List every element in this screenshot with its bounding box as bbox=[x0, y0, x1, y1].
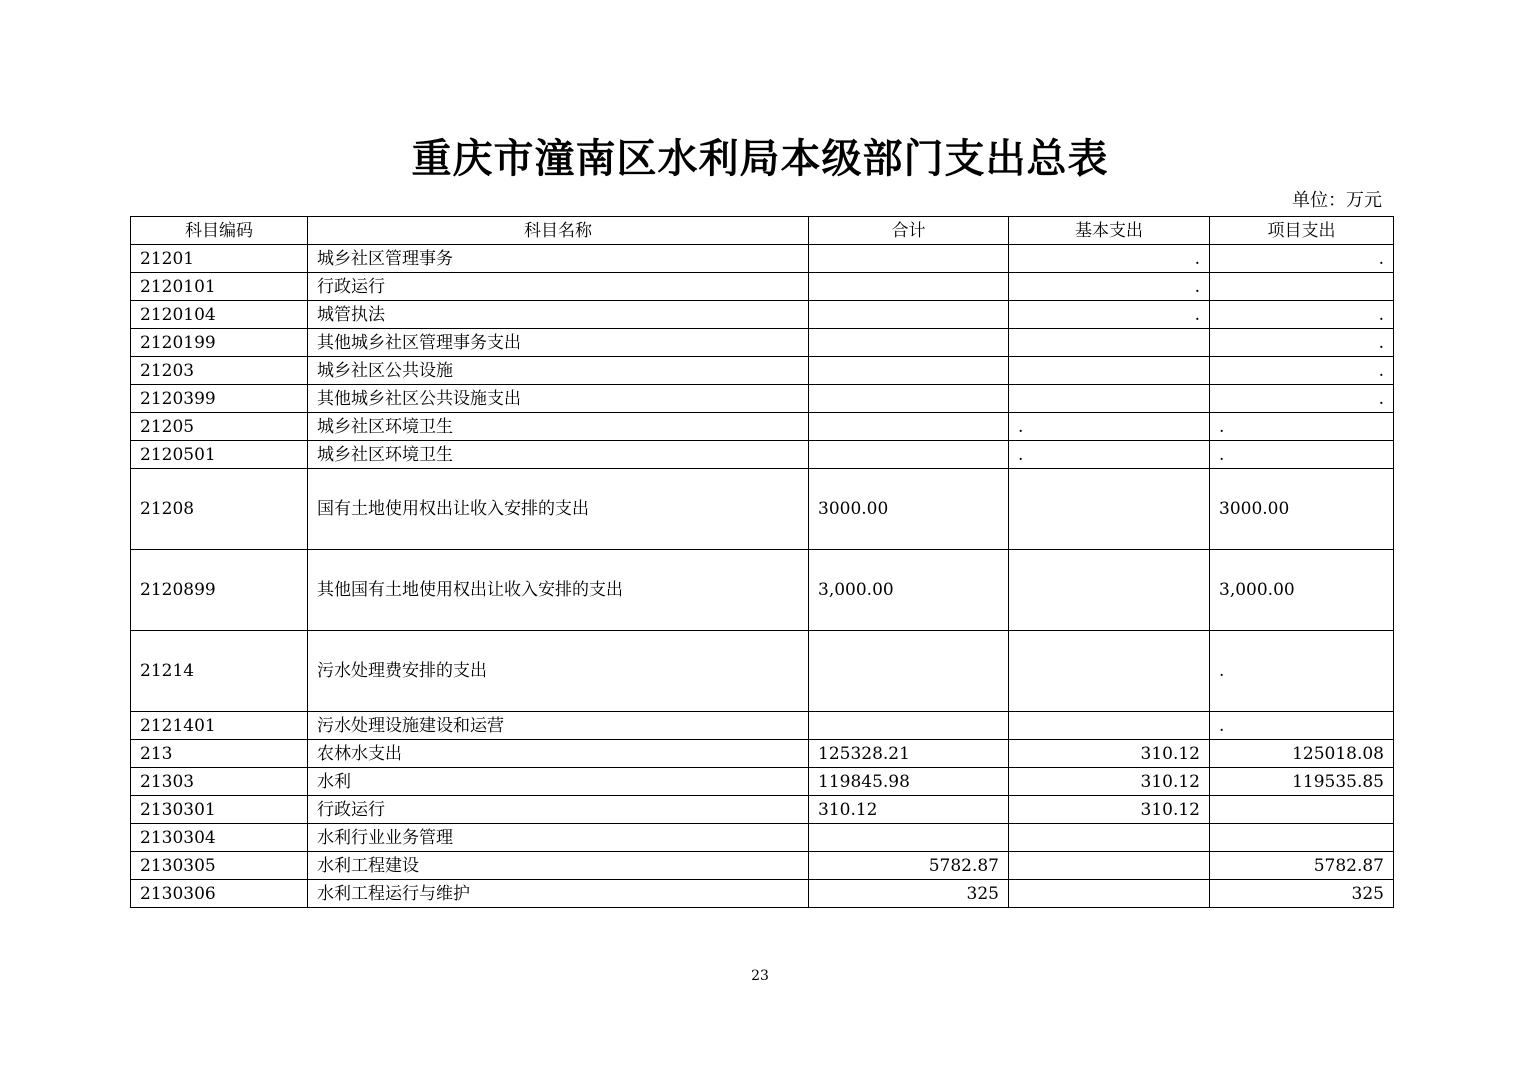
row-project: . bbox=[1210, 385, 1394, 413]
row-total bbox=[809, 357, 1009, 385]
row-name: 其他城乡社区公共设施支出 bbox=[308, 385, 809, 413]
row-code: 2130301 bbox=[131, 796, 308, 824]
row-basic bbox=[1009, 357, 1210, 385]
table-row bbox=[131, 329, 1394, 357]
row-code: 21203 bbox=[131, 357, 308, 385]
row-project: . bbox=[1210, 413, 1394, 441]
row-name: 水利工程建设 bbox=[308, 852, 809, 880]
row-code: 21303 bbox=[131, 768, 308, 796]
row-name: 水利行业业务管理 bbox=[308, 824, 809, 852]
row-total bbox=[809, 245, 1009, 273]
row-project: . bbox=[1210, 245, 1394, 273]
table-row bbox=[131, 301, 1394, 329]
page-title: 重庆市潼南区水利局本级部门支出总表 bbox=[411, 135, 1109, 182]
header-code: 科目编码 bbox=[131, 217, 308, 245]
table-row bbox=[131, 413, 1394, 441]
row-project: 5782.87 bbox=[1210, 852, 1394, 880]
row-name: 城乡社区环境卫生 bbox=[308, 413, 809, 441]
row-total bbox=[809, 441, 1009, 469]
row-project: 3,000.00 bbox=[1210, 550, 1394, 631]
row-total: 119845.98 bbox=[809, 768, 1009, 796]
row-name: 水利 bbox=[308, 768, 809, 796]
expenditure-table bbox=[130, 216, 1394, 908]
row-code: 2120399 bbox=[131, 385, 308, 413]
row-total bbox=[809, 631, 1009, 712]
row-code: 2130306 bbox=[131, 880, 308, 908]
row-basic: 310.12 bbox=[1009, 768, 1210, 796]
row-basic: 310.12 bbox=[1009, 796, 1210, 824]
row-project bbox=[1210, 273, 1394, 301]
table-row bbox=[131, 441, 1394, 469]
table-row bbox=[131, 768, 1394, 796]
table-row bbox=[131, 385, 1394, 413]
row-name: 其他城乡社区管理事务支出 bbox=[308, 329, 809, 357]
row-name: 农林水支出 bbox=[308, 740, 809, 768]
row-code: 2120899 bbox=[131, 550, 308, 631]
row-total bbox=[809, 385, 1009, 413]
row-basic bbox=[1009, 329, 1210, 357]
row-code: 21201 bbox=[131, 245, 308, 273]
table-row bbox=[131, 631, 1394, 712]
row-total: 125328.21 bbox=[809, 740, 1009, 768]
row-code: 2121401 bbox=[131, 712, 308, 740]
row-project: 125018.08 bbox=[1210, 740, 1394, 768]
row-name: 行政运行 bbox=[308, 796, 809, 824]
row-basic bbox=[1009, 469, 1210, 550]
header-name: 科目名称 bbox=[308, 217, 809, 245]
table-row bbox=[131, 852, 1394, 880]
unit-label: 单位：万元 bbox=[1292, 190, 1382, 211]
row-code: 21205 bbox=[131, 413, 308, 441]
row-project: . bbox=[1210, 329, 1394, 357]
row-name: 城乡社区环境卫生 bbox=[308, 441, 809, 469]
row-name: 国有土地使用权出让收入安排的支出 bbox=[308, 469, 809, 550]
row-code: 2120104 bbox=[131, 301, 308, 329]
row-basic bbox=[1009, 712, 1210, 740]
page-number: 23 bbox=[751, 968, 769, 984]
row-code: 213 bbox=[131, 740, 308, 768]
row-project: . bbox=[1210, 712, 1394, 740]
table-header-row bbox=[131, 217, 1394, 245]
row-name: 污水处理设施建设和运营 bbox=[308, 712, 809, 740]
row-project: . bbox=[1210, 301, 1394, 329]
row-total: 5782.87 bbox=[809, 852, 1009, 880]
row-basic: . bbox=[1009, 441, 1210, 469]
row-basic bbox=[1009, 824, 1210, 852]
row-code: 21214 bbox=[131, 631, 308, 712]
row-code: 2120199 bbox=[131, 329, 308, 357]
row-total bbox=[809, 273, 1009, 301]
row-basic: . bbox=[1009, 301, 1210, 329]
table-row bbox=[131, 245, 1394, 273]
row-total: 3,000.00 bbox=[809, 550, 1009, 631]
table-row bbox=[131, 796, 1394, 824]
row-total: 325 bbox=[809, 880, 1009, 908]
row-total: 3000.00 bbox=[809, 469, 1009, 550]
row-basic bbox=[1009, 880, 1210, 908]
table-row bbox=[131, 357, 1394, 385]
row-project: 325 bbox=[1210, 880, 1394, 908]
row-basic bbox=[1009, 631, 1210, 712]
row-name: 行政运行 bbox=[308, 273, 809, 301]
row-total bbox=[809, 413, 1009, 441]
row-code: 2120501 bbox=[131, 441, 308, 469]
row-project: . bbox=[1210, 357, 1394, 385]
table-row bbox=[131, 273, 1394, 301]
row-code: 21208 bbox=[131, 469, 308, 550]
table-row bbox=[131, 469, 1394, 550]
header-project: 项目支出 bbox=[1210, 217, 1394, 245]
row-project bbox=[1210, 796, 1394, 824]
table-row bbox=[131, 712, 1394, 740]
row-project: 3000.00 bbox=[1210, 469, 1394, 550]
row-total bbox=[809, 301, 1009, 329]
row-total bbox=[809, 329, 1009, 357]
table-row bbox=[131, 550, 1394, 631]
row-code: 2120101 bbox=[131, 273, 308, 301]
row-total: 310.12 bbox=[809, 796, 1009, 824]
row-project: . bbox=[1210, 631, 1394, 712]
row-basic: . bbox=[1009, 413, 1210, 441]
row-name: 水利工程运行与维护 bbox=[308, 880, 809, 908]
table-row bbox=[131, 824, 1394, 852]
row-basic: . bbox=[1009, 245, 1210, 273]
row-basic bbox=[1009, 385, 1210, 413]
table-row bbox=[131, 880, 1394, 908]
row-basic: . bbox=[1009, 273, 1210, 301]
row-basic bbox=[1009, 852, 1210, 880]
row-project: 119535.85 bbox=[1210, 768, 1394, 796]
header-basic: 基本支出 bbox=[1009, 217, 1210, 245]
row-total bbox=[809, 824, 1009, 852]
row-total bbox=[809, 712, 1009, 740]
row-project: . bbox=[1210, 441, 1394, 469]
row-name: 城乡社区管理事务 bbox=[308, 245, 809, 273]
header-total: 合计 bbox=[809, 217, 1009, 245]
row-code: 2130304 bbox=[131, 824, 308, 852]
row-name: 污水处理费安排的支出 bbox=[308, 631, 809, 712]
row-name: 其他国有土地使用权出让收入安排的支出 bbox=[308, 550, 809, 631]
row-basic bbox=[1009, 550, 1210, 631]
row-project bbox=[1210, 824, 1394, 852]
row-basic: 310.12 bbox=[1009, 740, 1210, 768]
row-name: 城管执法 bbox=[308, 301, 809, 329]
row-name: 城乡社区公共设施 bbox=[308, 357, 809, 385]
table-row bbox=[131, 740, 1394, 768]
row-code: 2130305 bbox=[131, 852, 308, 880]
